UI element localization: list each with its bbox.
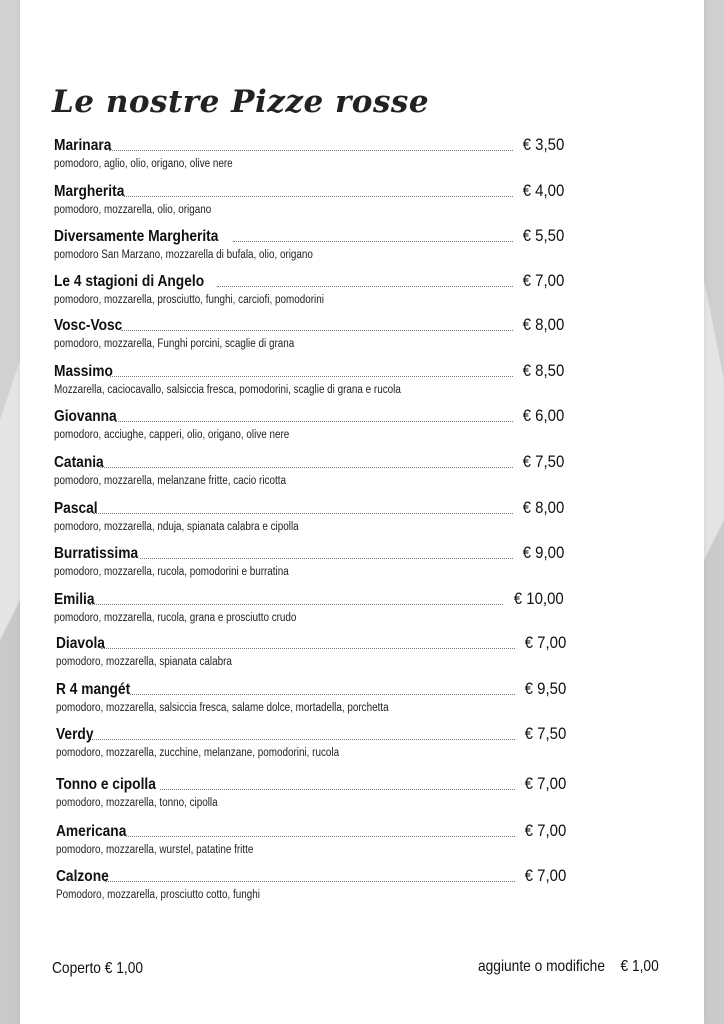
menu-item: [54, 543, 564, 578]
pizza-price: € 5,50: [522, 226, 564, 245]
pizza-ingredients: Mozzarella, caciocavallo, salsiccia fresca, pomodorini, scaglie di grana e rucola: [54, 384, 401, 396]
pizza-price: € 7,00: [524, 774, 566, 793]
pizza-price: € 9,00: [522, 543, 564, 562]
dot-leader: [109, 149, 513, 151]
menu-item: [54, 361, 564, 396]
modifiche-note: [478, 958, 659, 976]
pizza-name: Calzone: [56, 868, 109, 885]
pizza-ingredients: pomodoro, mozzarella, Funghi porcini, scaglie di grana: [54, 338, 295, 350]
dot-leader: [233, 240, 513, 242]
pizza-name: Verdy: [56, 726, 94, 743]
pizza-ingredients: pomodoro, acciughe, capperi, olio, origano, olive nere: [54, 429, 290, 441]
pizza-price: € 3,50: [522, 135, 564, 154]
pizza-price: € 8,00: [522, 315, 564, 334]
pizza-name: Diavola: [56, 635, 105, 652]
dot-leader: [217, 285, 513, 287]
dot-leader: [105, 880, 514, 882]
dot-leader: [88, 738, 515, 740]
dot-leader: [115, 420, 513, 422]
dot-leader: [101, 647, 515, 649]
dot-leader: [140, 557, 513, 559]
dot-leader: [160, 788, 515, 790]
menu-item: [54, 181, 564, 216]
pizza-price: € 7,00: [524, 866, 566, 885]
pizza-name: Burratissima: [54, 545, 139, 562]
pizza-price: € 7,50: [524, 724, 566, 743]
menu-item: [54, 452, 564, 487]
menu-item: [54, 226, 564, 261]
pizza-ingredients: Pomodoro, mozzarella, prosciutto cotto, funghi: [56, 889, 260, 901]
pizza-ingredients: pomodoro, mozzarella, olio, origano: [54, 204, 212, 216]
dot-leader: [89, 603, 503, 605]
pizza-ingredients: pomodoro, aglio, olio, origano, olive nere: [54, 158, 233, 170]
pizza-name: Le 4 stagioni di Angelo: [54, 273, 205, 290]
pizza-ingredients: pomodoro San Marzano, mozzarella di bufala, olio, origano: [54, 249, 313, 261]
pizza-ingredients: pomodoro, mozzarella, salsiccia fresca, salame dolce, mortadella, porchetta: [56, 702, 389, 714]
pizza-price: € 8,50: [522, 361, 564, 380]
pizza-name: Tonno e cipolla: [56, 776, 156, 793]
pizza-name: Emilia: [54, 591, 95, 608]
pizza-ingredients: pomodoro, mozzarella, tonno, cipolla: [56, 797, 218, 809]
pizza-name: Pascal: [54, 500, 98, 517]
pizza-ingredients: pomodoro, mozzarella, rucola, pomodorini e burratina: [54, 566, 289, 578]
menu-item: [56, 821, 566, 856]
pizza-price: € 7,00: [524, 633, 566, 652]
pizza-name: Diversamente Margherita: [54, 228, 219, 245]
pizza-price: € 7,00: [522, 271, 564, 290]
dot-leader: [110, 375, 512, 377]
pizza-name: R 4 mangét: [56, 681, 131, 698]
pizza-name: Margherita: [54, 183, 125, 200]
menu-item: [54, 406, 564, 441]
menu-item: [54, 498, 564, 533]
menu-item: [56, 724, 566, 759]
pizza-price: € 8,00: [522, 498, 564, 517]
pizza-name: Americana: [56, 823, 127, 840]
dot-leader: [126, 835, 515, 837]
menu-item: [54, 271, 564, 306]
pizza-price: € 9,50: [524, 679, 566, 698]
modifiche-label: aggiunte o modifiche: [478, 958, 605, 975]
menu-item: [54, 135, 564, 170]
pizza-name: Massimo: [54, 363, 113, 380]
dot-leader: [100, 466, 513, 468]
menu-title: Le nostre Pizze rosse: [52, 84, 430, 120]
modifiche-price: € 1,00: [620, 958, 659, 975]
pizza-price: € 7,50: [522, 452, 564, 471]
menu-item: [56, 679, 566, 714]
menu-item: [56, 774, 566, 809]
pizza-name: Catania: [54, 454, 104, 471]
menu-item: [54, 315, 564, 350]
dot-leader: [124, 195, 513, 197]
menu-item: [56, 866, 566, 901]
pizza-ingredients: pomodoro, mozzarella, zucchine, melanzane, pomodorini, rucola: [56, 747, 340, 759]
pizza-price: € 6,00: [522, 406, 564, 425]
dot-leader: [130, 693, 514, 695]
pizza-price: € 7,00: [524, 821, 566, 840]
pizza-price: € 10,00: [514, 589, 564, 608]
dot-leader: [121, 329, 512, 331]
dot-leader: [93, 512, 513, 514]
menu-item: [54, 589, 564, 624]
pizza-ingredients: pomodoro, mozzarella, prosciutto, funghi, carciofi, pomodorini: [54, 294, 324, 306]
pizza-ingredients: pomodoro, mozzarella, wurstel, patatine fritte: [56, 844, 254, 856]
pizza-ingredients: pomodoro, mozzarella, spianata calabra: [56, 656, 232, 668]
coperto-note: Coperto € 1,00: [52, 960, 144, 977]
pizza-name: Giovanna: [54, 408, 117, 425]
menu-item: [56, 633, 566, 668]
pizza-ingredients: pomodoro, mozzarella, rucola, grana e prosciutto crudo: [54, 612, 297, 624]
pizza-name: Marinara: [54, 137, 112, 154]
pizza-price: € 4,00: [522, 181, 564, 200]
pizza-ingredients: pomodoro, mozzarella, nduja, spianata calabra e cipolla: [54, 521, 299, 533]
pizza-ingredients: pomodoro, mozzarella, melanzane fritte, cacio ricotta: [54, 475, 286, 487]
pizza-name: Vosc-Vosc: [54, 317, 123, 334]
